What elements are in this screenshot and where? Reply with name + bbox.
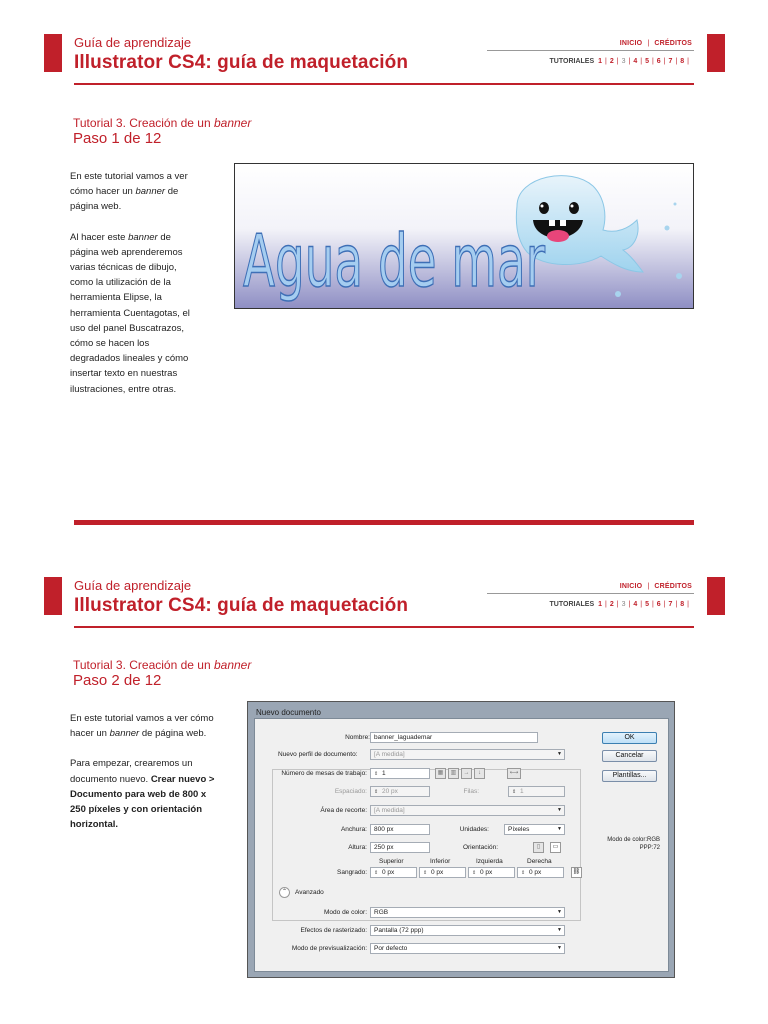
spinner-icon[interactable]: ⇕ [521,870,526,876]
arrange-by-column-icon[interactable]: ↓ [474,768,485,779]
sangrado-col-inferior: Inferior [430,858,451,865]
sangrado-col-superior: Superior [379,858,404,865]
chevron-down-icon: ▼ [557,751,562,757]
p2-part-a: Para empezar, crearemos un documento nuevo. [70,758,193,785]
link-bleed-icon[interactable]: ⛓ [571,867,582,878]
p1-part-a: En este tutorial vamos a ver cómo hacer un [70,171,188,198]
tutorial-link-5[interactable]: 5 [645,601,649,608]
efectos-label: Efectos de rasterizado: [300,927,367,934]
cancel-button[interactable]: Cancelar [602,750,657,762]
previs-label: Modo de previsualización: [291,945,367,952]
nav-link-inicio[interactable]: INICIO [619,583,643,590]
grid-by-row-icon[interactable]: ▦ [435,768,446,779]
tutorial-link-6[interactable]: 6 [656,601,661,608]
p2-bold: Crear nuevo > Documento para web de 800 x 250 píxeles y con orientación horizontal. [70,773,215,831]
spinner-icon[interactable]: ⇕ [374,789,379,795]
paragraph-1 [70,711,222,741]
p1-part-b: de página web. [70,186,179,213]
paragraph-2 [70,756,222,832]
right-accent-bar [707,34,725,72]
tutorial-label [73,658,251,672]
orientacion-label: Orientación: [462,844,498,851]
unidades-select[interactable] [504,824,565,835]
bubble-icon [674,203,677,206]
nav-link-creditos[interactable]: CRÉDITOS [654,40,692,47]
filas-value: 1 [520,788,524,795]
sangrado-col-derecha: Derecha [527,858,552,865]
chevron-down-icon: ▼ [557,909,562,915]
bubble-icon [665,226,670,231]
tutorial-link-5[interactable]: 5 [645,58,649,65]
change-to-rtl-icon[interactable]: ⟷ [507,768,521,779]
perfil-select[interactable] [370,749,565,760]
portrait-orientation-icon[interactable]: ▯ [533,842,544,853]
spinner-icon[interactable]: ⇕ [374,771,379,777]
intro-text [70,169,198,412]
p1-em: banner [109,728,140,740]
p2-part-b: de página web aprenderemos varias técnicas de dibujo, como la utilización de la herramienta Elipse, la herramienta Cuentagotas, el uso del panel Buscatrazos, cómo se hacen los degradados lineales y cómo insertar texto en nuestras ilustraciones, entre otras. [70,231,190,395]
tutorial-link-4[interactable]: 4 [633,58,638,65]
tutorial-label-em: banner [213,116,252,130]
tutorials-label: TUTORIALES [549,58,595,65]
sangrado-label: Sangrado: [337,869,367,876]
tutorial-link-1[interactable]: 1 [598,58,603,65]
sangrado-inferior-value: 0 px [431,869,444,876]
modo-color-label: Modo de color: [324,909,367,916]
tutorial-link-2[interactable]: 2 [609,58,614,65]
tutorial-link-7[interactable]: 7 [668,601,673,608]
spinner-icon[interactable]: ⇕ [423,870,428,876]
tutorial-link-7[interactable]: 7 [668,58,673,65]
spinner-icon[interactable]: ⇕ [374,870,379,876]
sangrado-superior-value: 0 px [382,869,395,876]
chevron-down-icon: ▼ [557,807,562,813]
nav-divider [487,50,694,51]
tutorial-link-6[interactable]: 6 [656,58,661,65]
recorte-label: Área de recorte: [320,807,367,814]
templates-button[interactable]: Plantillas... [602,770,657,782]
banner-illustration [235,164,693,308]
mesas-input[interactable] [370,768,430,779]
ok-button[interactable]: OK [602,732,657,744]
intro-text [70,711,222,847]
unidades-label: Unidades: [459,826,489,833]
tutorial-label-text: Tutorial 3. Creación de un [73,658,214,672]
perfil-value: [A medida] [374,751,405,758]
avanzado-label: Avanzado [295,889,324,896]
anchura-input[interactable]: 800 px [370,824,430,835]
chevron-down-icon: ▼ [557,927,562,933]
sangrado-superior-input[interactable] [370,867,417,878]
left-accent-bar [44,34,62,72]
bubble-icon [615,291,621,297]
nav-link-inicio[interactable]: INICIO [619,40,643,47]
tutorial-label [73,116,251,130]
tutorial-label-em: banner [213,658,252,672]
chevron-down-icon: ▼ [557,826,562,832]
color-mode-info: Modo de color:RGB [607,837,660,843]
tutorials-label: TUTORIALES [549,601,595,608]
previs-select[interactable] [370,943,565,954]
collapse-advanced-icon[interactable]: ⌃ [279,887,290,898]
top-nav: INICIO | CRÉDITOS [619,40,692,47]
p1-part-b: de página web. [139,728,207,740]
p2-part-a: Al hacer este [70,231,129,243]
sangrado-inferior-input[interactable] [419,867,466,878]
landscape-orientation-icon[interactable]: ▭ [550,842,561,853]
supertitle: Guía de aprendizaje [74,35,192,50]
top-nav: INICIO | CRÉDITOS [619,583,692,590]
bubble-icon [676,273,682,279]
ppi-info: PPP:72 [639,845,660,851]
dialog-title: Nuevo documento [256,708,321,717]
tutorial-link-1[interactable]: 1 [598,601,603,608]
espaciado-input[interactable] [370,786,430,797]
paragraph-2 [70,230,198,397]
anchura-label: Anchura: [340,826,367,833]
previs-value: Por defecto [374,945,408,952]
tutorial-link-3[interactable]: 3 [621,58,626,65]
efectos-value: Pantalla (72 ppp) [374,927,424,934]
step-label: Paso 1 de 12 [73,130,162,147]
unidades-value: Píxeles [508,826,530,833]
filas-input[interactable] [508,786,565,797]
nav-divider [487,593,694,594]
p1-em: banner [135,186,166,198]
dialog-body [254,718,669,972]
paragraph-1 [70,169,198,215]
tutorial-link-8[interactable]: 8 [680,58,685,65]
tutorials-nav: TUTORIALES 1 | 2 | 3 | 4 | 5 | 6 | 7 | 8 | [549,58,689,65]
section-divider [74,520,694,525]
tutorial-label-text: Tutorial 3. Creación de un [73,116,214,130]
page-title: Illustrator CS4: guía de maquetación [74,595,409,616]
altura-label: Altura: [348,844,367,851]
filas-label: Filas: [463,788,479,795]
nav-link-creditos[interactable]: CRÉDITOS [654,583,692,590]
supertitle: Guía de aprendizaje [74,578,192,593]
tutorial-link-3[interactable]: 3 [621,601,626,608]
mesas-label: Número de mesas de trabajo: [281,770,367,777]
sangrado-col-izquierda: Izquierda [476,858,503,865]
tutorials-nav: TUTORIALES 1 | 2 | 3 | 4 | 5 | 6 | 7 | 8 | [549,601,689,608]
spinner-icon[interactable]: ⇕ [512,789,517,795]
tutorial-link-2[interactable]: 2 [609,601,614,608]
modo-color-select[interactable] [370,907,565,918]
sangrado-derecha-input[interactable] [517,867,564,878]
espaciado-label: Espaciado: [334,788,367,795]
p2-em: banner [128,231,158,243]
chevron-down-icon: ▼ [557,945,562,951]
tutorial-link-4[interactable]: 4 [633,601,638,608]
nombre-label: Nombre: [345,734,370,741]
arrange-by-row-icon[interactable]: → [461,768,472,779]
efectos-select[interactable] [370,925,565,936]
recorte-select[interactable] [370,805,565,816]
new-document-dialog [247,701,675,978]
sangrado-izquierda-value: 0 px [480,869,493,876]
right-accent-bar [707,577,725,615]
altura-input[interactable]: 250 px [370,842,430,853]
recorte-value: [A medida] [374,807,405,814]
nombre-input[interactable]: banner_laguademar [370,732,538,743]
espaciado-value: 20 px [382,788,398,795]
tutorial-link-8[interactable]: 8 [680,601,685,608]
step-label: Paso 2 de 12 [73,672,162,689]
p1-part-a: En este tutorial vamos a ver cómo hacer un [70,713,214,740]
banner-text: Agua de mar [243,219,546,303]
left-accent-bar [44,577,62,615]
sangrado-derecha-value: 0 px [529,869,542,876]
header-rule [74,83,694,85]
page-title: Illustrator CS4: guía de maquetación [74,52,409,73]
header-rule [74,626,694,628]
mesas-value: 1 [382,770,386,777]
banner-preview [234,163,694,309]
modo-color-value: RGB [374,909,389,916]
sangrado-izquierda-input[interactable] [468,867,515,878]
perfil-label: Nuevo perfil de documento: [278,751,358,758]
grid-by-column-icon[interactable]: ▥ [448,768,459,779]
spinner-icon[interactable]: ⇕ [472,870,477,876]
